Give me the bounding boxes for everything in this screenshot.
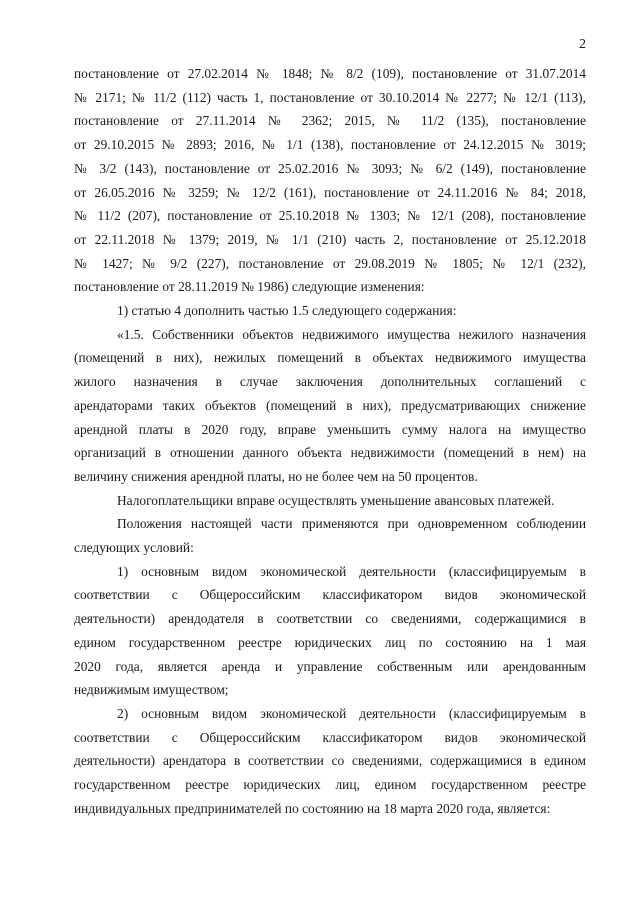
text-line: постановление от 27.02.2014 № 1848; № 8/2 (109), постановление от 31.07.2014: [74, 66, 586, 81]
text-line: № 1427; № 9/2 (227), постановление от 29.08.2019 № 1805; № 12/1 (232),: [74, 255, 586, 271]
text-line: арендаторами таких объектов (помещений в них), предусматривающих снижение: [74, 397, 586, 413]
paragraph-part-1-5: [74, 323, 586, 489]
text-line: деятельности) арендодателя в соответствии со сведениями, содержащимися в: [74, 611, 586, 627]
text-line: 1) статью 4 дополнить частью 1.5 следующего содержания:: [117, 303, 457, 319]
text-line: едином государственном реестре юридических лиц по состоянию на 1 мая: [74, 634, 586, 650]
text-line: следующих условий:: [74, 540, 194, 556]
text-line: жилого назначения в случае заключения дополнительных соглашений с: [74, 374, 586, 390]
text-line: от 26.05.2016 № 3259; № 12/2 (161), постановление от 24.11.2016 № 84; 2018,: [74, 184, 586, 200]
paragraph-item-1: [74, 299, 586, 323]
document-body: [74, 62, 586, 821]
text-line: от 22.11.2018 № 1379; 2019, № 1/1 (210) часть 2, постановление от 25.12.2018: [74, 231, 586, 247]
text-line: «1.5. Собственники объектов недвижимого имущества нежилого назначения: [117, 326, 586, 342]
text-line: соответствии с Общероссийским классификатором видов экономической: [74, 729, 586, 745]
text-line: № 11/2 (207), постановление от 25.10.2018 № 1303; № 12/1 (208), постановление: [74, 208, 586, 224]
text-line: № 2171; № 11/2 (112) часть 1, постановление от 30.10.2014 № 2277; № 12/1 (113),: [74, 89, 586, 105]
text-line: от 29.10.2015 № 2893; 2016, № 1/1 (138), постановление от 24.12.2015 № 3019;: [74, 137, 586, 153]
paragraph-condition-2: [74, 702, 586, 821]
paragraph-amendments-list: [74, 62, 586, 299]
text-line: недвижимым имуществом;: [74, 682, 229, 698]
text-line: величину снижения арендной платы, но не более чем на 50 процентов.: [74, 468, 478, 484]
text-line: организаций в отношении данного объекта недвижимости (помещений в нем) на: [74, 445, 586, 461]
paragraph-conditions-intro: [74, 512, 586, 559]
text-line: 2020 года, является аренда и управление собственным или арендованным: [74, 658, 586, 674]
text-line: 2) основным видом экономической деятельности (классифицируемым в: [117, 705, 586, 721]
paragraph-advance-payments: [74, 489, 586, 513]
text-line: Налогоплательщики вправе осуществлять уменьшение авансовых платежей.: [117, 492, 555, 508]
text-line: деятельности) арендатора в соответствии со сведениями, содержащимися в едином: [74, 753, 586, 769]
text-line: Положения настоящей части применяются при одновременном соблюдении: [117, 516, 586, 532]
text-line: № 3/2 (143), постановление от 25.02.2016 № 3093; № 6/2 (149), постановление: [74, 160, 586, 176]
text-line: индивидуальных предпринимателей по состоянию на 18 марта 2020 года, является:: [74, 800, 551, 816]
text-line: постановление от 27.11.2014 № 2362; 2015, № 11/2 (135), постановление: [74, 113, 586, 129]
text-line: государственном реестре юридических лиц, едином государственном реестре: [74, 777, 586, 793]
text-line: 1) основным видом экономической деятельности (классифицируемым в: [117, 563, 586, 579]
text-line: постановление от 28.11.2019 № 1986) следующие изменения:: [74, 279, 425, 295]
paragraph-condition-1: [74, 560, 586, 702]
text-line: арендной платы в 2020 году, вправе уменьшить сумму налога на имущество: [74, 421, 586, 437]
text-line: (помещений в них), нежилых помещений в объектах недвижимого имущества: [74, 350, 586, 366]
text-line: соответствии с Общероссийским классификатором видов экономической: [74, 587, 586, 603]
page-number: 2: [579, 37, 586, 52]
